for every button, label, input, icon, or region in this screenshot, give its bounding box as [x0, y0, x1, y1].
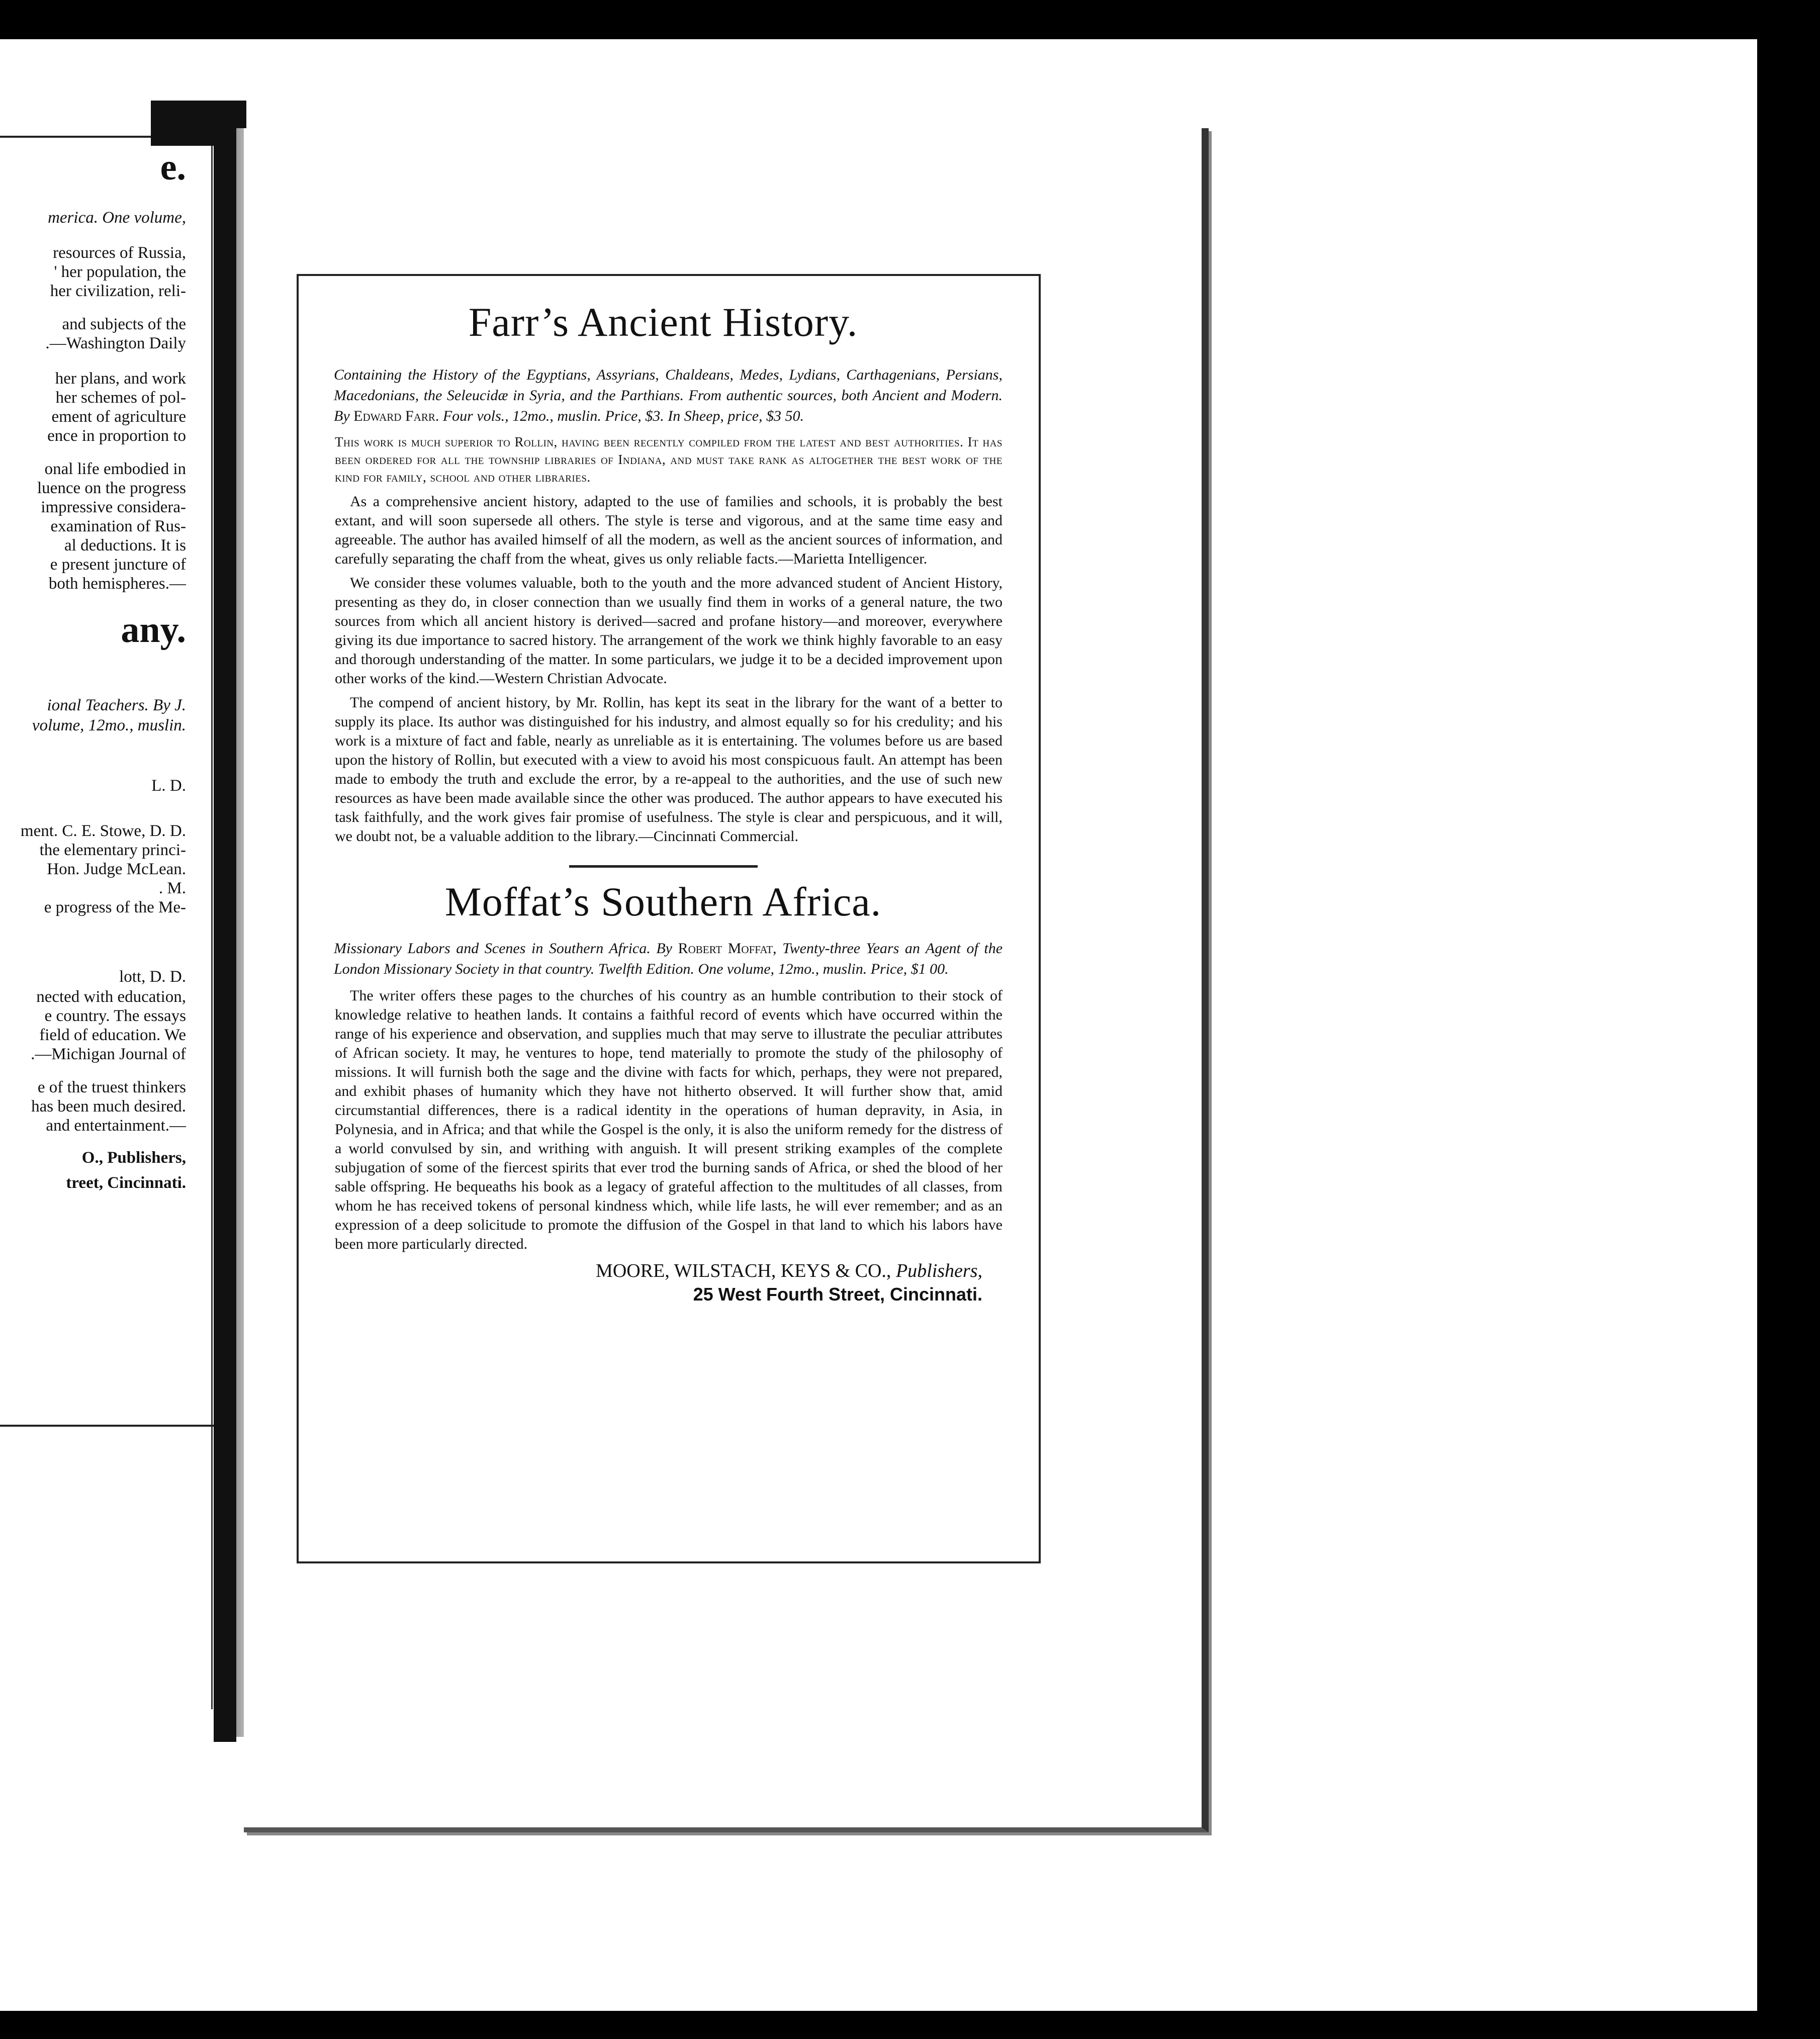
left-page-line: ional Teachers. By J.: [47, 696, 186, 714]
left-page-line: ' her population, the: [54, 263, 186, 281]
left-page-line: and subjects of the: [62, 315, 186, 333]
moffat-desc-price: Twenty-three Years an Agent of the London Missionary Society in that country. Twelfth Edition. One volume, 12mo., muslin. Price, $1 00.: [334, 940, 1003, 977]
farr-author: Edward Farr.: [353, 408, 439, 424]
left-page-line: L. D.: [151, 777, 186, 795]
left-page-line: and entertainment.—: [46, 1117, 186, 1135]
moffat-author: Robert Moffat,: [678, 940, 777, 957]
left-page-line: e progress of the Me-: [44, 898, 186, 916]
publisher-address: 25 West Fourth Street, Cincinnati.: [693, 1284, 982, 1305]
farr-review-western: We consider these volumes valuable, both to the youth and the more advanced student of Ancient History, presenting as they do, in closer connection than we usually find them in works of a general nature, the two sources from which all ancient history is derived—sacred and profane history—and moreover, everywhere giving its due importance to sacred history. The arrangement of the work we think highly favorable to an easy and thorough understanding of the matter. In some particulars, we judge it to be a decided improvement upon other works of the kind.—Western Christian Advocate.: [335, 575, 1003, 687]
left-page-line: resources of Russia,: [53, 244, 186, 262]
left-page-line: her civilization, reli-: [50, 282, 186, 300]
left-page-frame: [0, 136, 216, 1427]
left-page-line: treet, Cincinnati.: [66, 1174, 186, 1192]
publisher-name: MOORE, WILSTACH, KEYS & CO.,: [596, 1260, 891, 1281]
left-page-line: any.: [121, 609, 186, 651]
publisher-role: Publishers,: [895, 1260, 982, 1281]
left-page-line: impressive considera-: [41, 498, 186, 516]
left-page-line: . M.: [158, 879, 186, 897]
left-page-line: e country. The essays: [44, 1007, 186, 1025]
left-page-line: has been much desired.: [31, 1097, 186, 1116]
left-page-line: nected with education,: [36, 988, 186, 1006]
moffat-description: [334, 938, 1003, 979]
left-page-line: her schemes of pol-: [55, 389, 186, 407]
farr-review-cincinnati: The compend of ancient history, by Mr. Rollin, has kept its seat in the library for the want of a better to supply its place. Its author was distinguished for his industry, and almost equally so for his credulity; and his work is a mixture of fact and fable, nearly as unreliable as it is entertaining. The volumes before us are based upon the history of Rollin, but executed with a view to avoid his most conspicuous fault. An attempt has been made to embody the truth and exclude the error, by a re-appeal to the authorities, and the use of such new resources as have been made available since the other was produced. The author appears to have executed his task faithfully, and the work gives fair promise of usefulness. The style is clear and perspicuous, and it will, we doubt not, be a valuable addition to the library.—Cincinnati Commercial.: [335, 694, 1003, 845]
farr-desc-text: Containing the History of the Egyptians, Assyrians, Chaldeans, Medes, Lydians, Carthagenians, Persians, Macedonians, the Seleucidæ in Syria, and the Parthians. From authentic sources, both Ancient and Modern. By: [334, 366, 1003, 424]
left-page-line: al deductions. It is: [64, 536, 186, 554]
left-page-line: .—Washington Daily: [45, 334, 186, 352]
farr-lead: This work is much superior to Rollin, having been recently compiled from the latest and best authorities. It has been ordered for all the township libraries of Indiana, and must take rank as altogether the best work of the kind for family, school and other libraries.: [335, 434, 1003, 485]
moffat-desc-text: Missionary Labors and Scenes in Southern Africa. By: [334, 940, 678, 957]
moffat-title: Moffat’s Southern Africa.: [444, 879, 882, 924]
farr-title: Farr’s Ancient History.: [468, 299, 858, 345]
left-page-line: lott, D. D.: [119, 968, 186, 986]
farr-description: [334, 364, 1003, 426]
left-page-line: O., Publishers,: [81, 1149, 186, 1167]
left-page-line: ence in proportion to: [47, 427, 186, 445]
left-page-line: .—Michigan Journal of: [31, 1045, 186, 1063]
advertisement-frame: [297, 274, 1041, 1563]
left-page-line: e.: [160, 147, 186, 188]
book-spine: [214, 108, 236, 1742]
section-divider: [569, 865, 758, 868]
left-page-line: luence on the progress: [37, 479, 186, 497]
left-page-line: e present juncture of: [50, 555, 186, 574]
left-page-line: volume, 12mo., muslin.: [32, 716, 186, 734]
moffat-paragraph: The writer offers these pages to the churches of his country as an humble contribution to their stock of knowledge relative to heathen lands. It contains a faithful record of events which have occurred within the range of his experience and observation, and supplies much that may serve to illustrate the peculiar attributes of African society. It may, he ventures to hope, tend materially to promote the study of the philosophy of missions. It will furnish both the sage and the divine with facts for which, perhaps, they were not prepared, and exhibit phases of humanity which they have not hitherto observed. It will further show that, amid circumstantial differences, there is a radical identity in the operations of human depravity, in Asia, in Polynesia, and in Africa; and that while the Gospel is the only, it is also the uniform remedy for the distress of a world convulsed by sin, and writhing with anguish. It will present striking examples of the complete subjugation of some of the fiercest spirits that ever trod the burning sands of Africa, or shed the blood of her sable offspring. He bequeaths his book as a legacy of grateful affection to the multitudes of all classes, from whom he has received tokens of personal kindness which, while life lasts, he will ever remember; and as an expression of a deep solicitude to promote the diffusion of the Gospel in that land to which his labors have been more particularly directed.: [335, 987, 1003, 1252]
left-page-line: examination of Rus-: [50, 517, 186, 535]
left-page-line: both hemispheres.—: [48, 575, 186, 593]
left-page-line: onal life embodied in: [44, 460, 186, 478]
farr-desc-price: Four vols., 12mo., muslin. Price, $3. In Sheep, price, $3 50.: [439, 408, 804, 424]
left-page-line: ment. C. E. Stowe, D. D.: [20, 822, 186, 840]
left-page-line: the elementary princi-: [39, 841, 186, 859]
publisher-line: [324, 1259, 982, 1283]
scan-border-bottom: [0, 2011, 1820, 2039]
left-page-line: merica. One volume,: [48, 209, 186, 227]
left-page-line: Hon. Judge McLean.: [47, 860, 186, 878]
left-page-line: her plans, and work: [55, 369, 186, 388]
left-page-line: e of the truest thinkers: [37, 1078, 186, 1096]
left-page-line: ement of agriculture: [51, 408, 186, 426]
left-page-text-column: [0, 138, 209, 1425]
farr-review-marietta: As a comprehensive ancient history, adapted to the use of families and schools, it is probably the best extant, and will soon supersede all others. The style is terse and vigorous, and at the same time easy and agreeable. The author has availed himself of all the modern, as well as the ancient sources of information, and carefully separating the chaff from the wheat, gives us only reliable facts.—Marietta Intelligencer.: [335, 493, 1003, 567]
scan-border-right: [1757, 0, 1820, 2039]
left-page-line: field of education. We: [39, 1026, 186, 1044]
